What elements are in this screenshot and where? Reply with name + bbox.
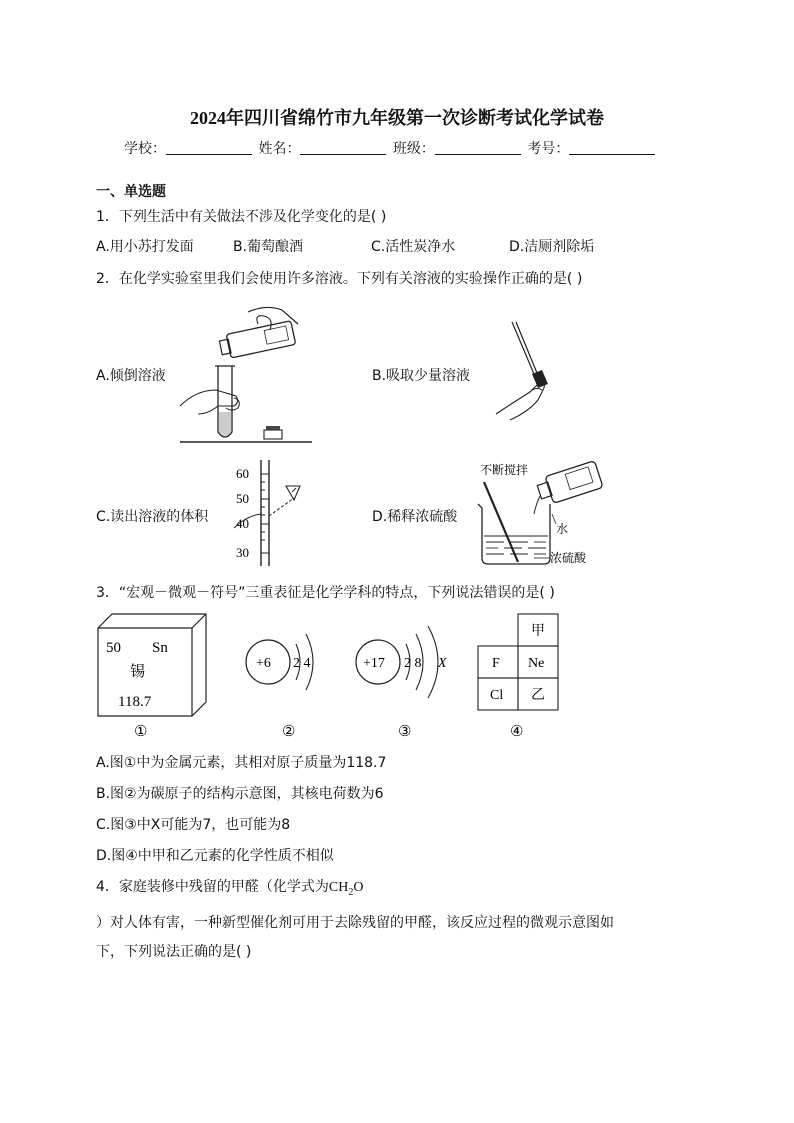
fig2-shells: 2 4 (293, 656, 311, 671)
cylinder-tick-40: 40 (236, 516, 249, 531)
q2-stem: 2．在化学实验室里我们会使用许多溶液。下列有关溶液的实验操作正确的是( ) (96, 271, 583, 287)
fig3-nucleus: +17 (363, 656, 385, 671)
q3-figures (92, 612, 572, 742)
fig2-caption: ② (282, 724, 296, 740)
q1-option-c[interactable]: C.活性炭净水 (371, 239, 456, 255)
tin-symbol: Sn (152, 640, 168, 656)
q3-option-d[interactable]: D.图④中甲和乙元素的化学性质不相似 (96, 848, 334, 864)
tin-atomic-number: 50 (106, 640, 121, 656)
q3-option-b[interactable]: B.图②为碳原子的结构示意图，其核电荷数为6 (96, 786, 384, 802)
q1-option-d[interactable]: D.洁厕剂除垢 (509, 239, 595, 255)
graduated-cylinder-figure (224, 456, 314, 570)
q2-option-c[interactable]: C.读出溶液的体积 (96, 509, 209, 525)
fig2-nucleus: +6 (256, 656, 271, 671)
fig4-jia: 甲 (531, 624, 545, 639)
acid-label: 浓硫酸 (550, 551, 587, 565)
class-blank[interactable] (435, 140, 521, 155)
tin-name: 锡 (130, 664, 146, 680)
cylinder-tick-50: 50 (236, 491, 249, 506)
name-blank[interactable] (300, 140, 386, 155)
water-label: 水 (556, 522, 569, 536)
fig4-cl: Cl (490, 688, 504, 703)
q4-stem-pre: 4．家庭装修中残留的甲醛（化学式为 (96, 879, 329, 895)
q1-option-a[interactable]: A.用小苏打发面 (96, 239, 194, 255)
atom-17-diagram (356, 626, 447, 698)
class-label: 班级： (392, 141, 435, 157)
dropper-figure (490, 318, 560, 424)
q3-option-c[interactable]: C.图③中X可能为7，也可能为8 (96, 817, 291, 833)
fig3-caption: ③ (398, 724, 412, 740)
q1-option-b[interactable]: B.葡萄酿酒 (233, 239, 304, 255)
q4-stem-line1 (96, 876, 363, 898)
page-title: 2024年四川省绵竹市九年级第一次诊断考试化学试卷 (190, 108, 604, 128)
carbon-atom-diagram (246, 634, 313, 690)
fig3-x: X (438, 656, 447, 671)
name-label: 姓名： (258, 141, 301, 157)
number-blank[interactable] (569, 140, 655, 155)
q2-option-a[interactable]: A.倾倒溶液 (96, 368, 166, 384)
cylinder-tick-60: 60 (236, 466, 249, 481)
formula-sub: 2 (348, 886, 354, 898)
number-label: 考号： (527, 141, 570, 157)
section-title: 一、单选题 (96, 184, 166, 200)
dilute-acid-figure (474, 458, 614, 570)
pour-solution-figure (178, 302, 318, 448)
tin-element-cube (98, 614, 206, 716)
periodic-table-fragment (478, 614, 558, 710)
school-blank[interactable] (166, 140, 252, 155)
school-label: 学校： (124, 141, 166, 157)
formula-ch: CH (328, 880, 349, 895)
formaldehyde-formula (328, 880, 364, 898)
tin-mass: 118.7 (118, 694, 152, 710)
fig4-ne: Ne (528, 656, 545, 671)
fig4-f: F (492, 656, 500, 671)
q1-stem: 1．下列生活中有关做法不涉及化学变化的是( ) (96, 209, 387, 225)
student-info-line (124, 138, 657, 158)
formula-o: O (353, 880, 364, 895)
q4-stem-line3: 下，下列说法正确的是( ) (96, 944, 252, 960)
q2-option-b[interactable]: B.吸取少量溶液 (372, 368, 471, 384)
fig4-caption: ④ (510, 724, 524, 740)
fig1-caption: ① (134, 724, 148, 740)
q3-stem: 3．“宏观－微观－符号”三重表征是化学学科的特点，下列说法错误的是( ) (96, 585, 555, 601)
cylinder-tick-30: 30 (236, 545, 249, 560)
q2-option-d[interactable]: D.稀释浓硫酸 (372, 509, 458, 525)
q3-option-a[interactable]: A.图①中为金属元素，其相对原子质量为118.7 (96, 755, 387, 771)
fig3-shells: 2 8 (404, 656, 422, 671)
fig4-yi: 乙 (531, 688, 545, 703)
q4-stem-line2: ）对人体有害，一种新型催化剂可用于去除残留的甲醛，该反应过程的微观示意图如 (96, 915, 614, 931)
stir-label: 不断搅拌 (480, 463, 529, 477)
